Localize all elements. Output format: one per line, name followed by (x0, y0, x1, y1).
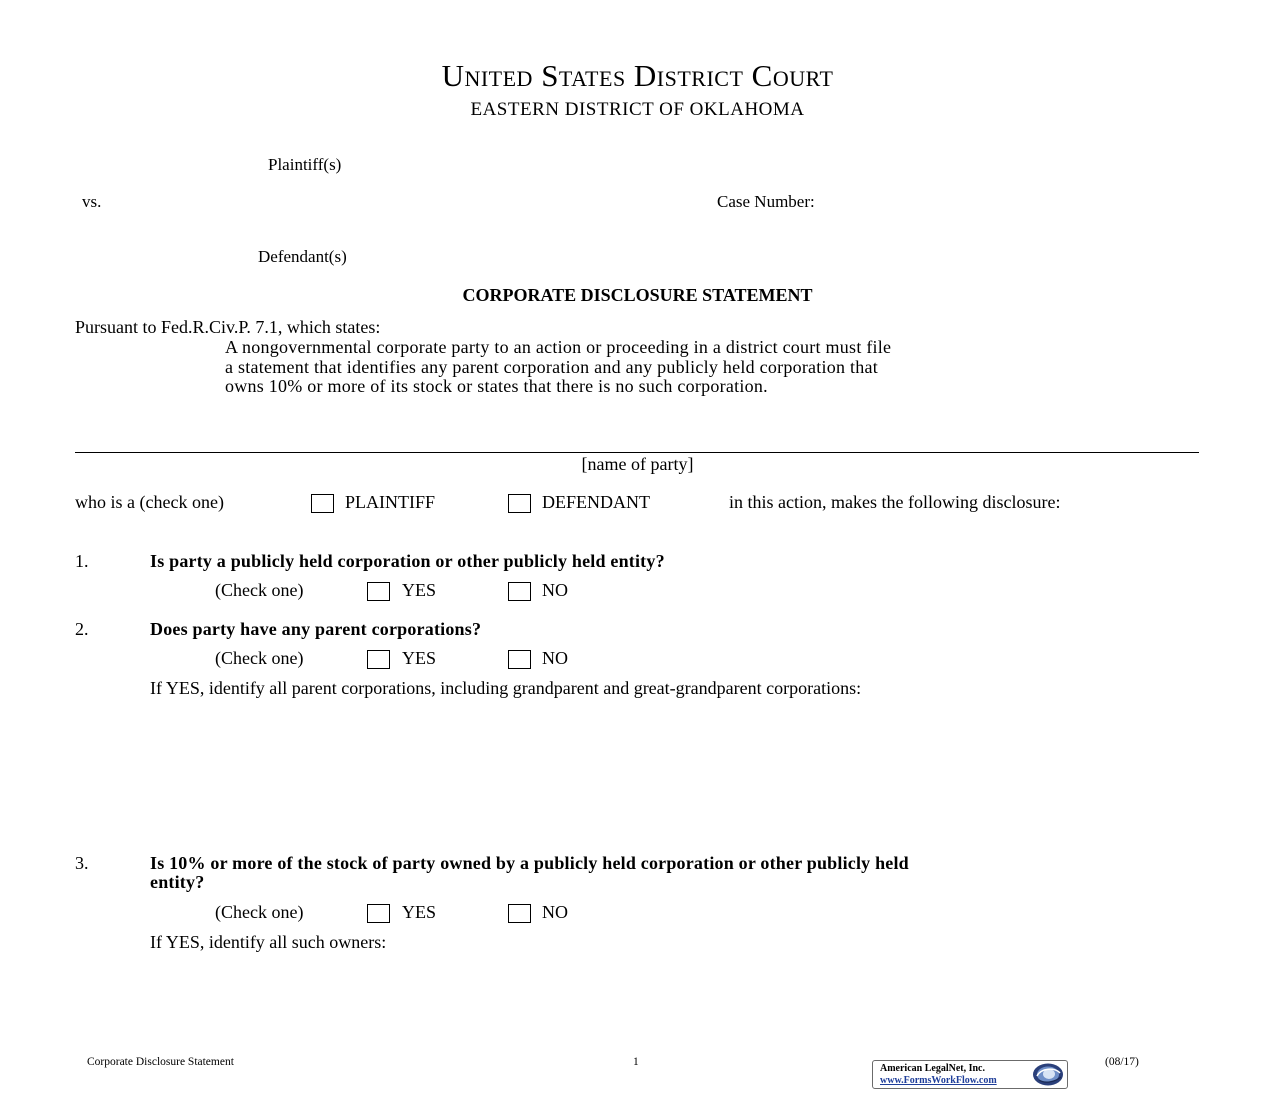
question-2-yes-label: YES (402, 648, 437, 668)
plaintiff-label: Plaintiff(s) (268, 155, 342, 174)
plaintiff-checkbox[interactable] (311, 494, 334, 513)
question-3-yes-label: YES (402, 902, 437, 922)
forms-workflow-logo[interactable] (872, 1060, 1068, 1089)
defendant-label: Defendant(s) (258, 247, 347, 266)
globe-icon (1031, 1062, 1065, 1087)
court-title: United States District Court (441, 58, 834, 93)
question-2-check-label: (Check one) (215, 648, 304, 668)
question-3-no-checkbox[interactable] (508, 904, 531, 923)
footer-revision: (08/17) (1105, 1056, 1139, 1068)
question-2-no-label: NO (542, 648, 568, 668)
case-number-label: Case Number: (717, 192, 815, 211)
question-2-text: Does party have any parent corporations? (150, 619, 482, 639)
role-suffix: in this action, makes the following disclosure: (729, 492, 1061, 512)
rule-quote-line: a statement that identifies any parent corporation and any publicly held corporation that (225, 356, 879, 377)
vs-label: vs. (82, 192, 102, 211)
footer-form-name: Corporate Disclosure Statement (87, 1056, 234, 1068)
question-2-no-checkbox[interactable] (508, 650, 531, 669)
defendant-checkbox[interactable] (508, 494, 531, 513)
court-district: EASTERN DISTRICT OF OKLAHOMA (470, 99, 805, 120)
footer-page-number: 1 (633, 1056, 639, 1068)
logo-company-name: American LegalNet, Inc. (880, 1063, 985, 1074)
question-3-yes-checkbox[interactable] (367, 904, 390, 923)
defendant-option-label: DEFENDANT (542, 492, 650, 512)
question-1-check-label: (Check one) (215, 580, 304, 600)
question-1-text: Is party a publicly held corporation or other publicly held entity? (150, 551, 665, 571)
question-3-check-label: (Check one) (215, 902, 304, 922)
question-3-text-line-2: entity? (150, 872, 205, 892)
question-1-yes-checkbox[interactable] (367, 582, 390, 601)
question-3-no-label: NO (542, 902, 568, 922)
rule-quote (225, 338, 1145, 397)
question-1-yes-label: YES (402, 580, 437, 600)
form-title: CORPORATE DISCLOSURE STATEMENT (462, 285, 813, 305)
question-2-yes-checkbox[interactable] (367, 650, 390, 669)
question-1-no-label: NO (542, 580, 568, 600)
question-2-number: 2. (75, 619, 89, 639)
role-prompt: who is a (check one) (75, 492, 224, 512)
rule-intro: Pursuant to Fed.R.Civ.P. 7.1, which states: (75, 317, 381, 337)
question-3-follow-up: If YES, identify all such owners: (150, 932, 387, 952)
question-1-number: 1. (75, 551, 89, 571)
question-3-number: 3. (75, 853, 89, 873)
question-1-no-checkbox[interactable] (508, 582, 531, 601)
logo-url-link[interactable]: www.FormsWorkFlow.com (880, 1075, 997, 1086)
party-name-caption: [name of party] (581, 454, 694, 474)
question-2-follow-up: If YES, identify all parent corporations, including grandparent and great-grandparent corporations: (150, 678, 862, 698)
rule-quote-line: A nongovernmental corporate party to an action or proceeding in a district court must file (225, 337, 892, 357)
plaintiff-option-label: PLAINTIFF (345, 492, 436, 512)
party-name-field[interactable] (75, 452, 1199, 453)
question-3-text-line-1: Is 10% or more of the stock of party owned by a publicly held corporation or other publicly held (150, 853, 909, 873)
rule-quote-line: owns 10% or more of its stock or states that there is no such corporation. (225, 376, 768, 396)
